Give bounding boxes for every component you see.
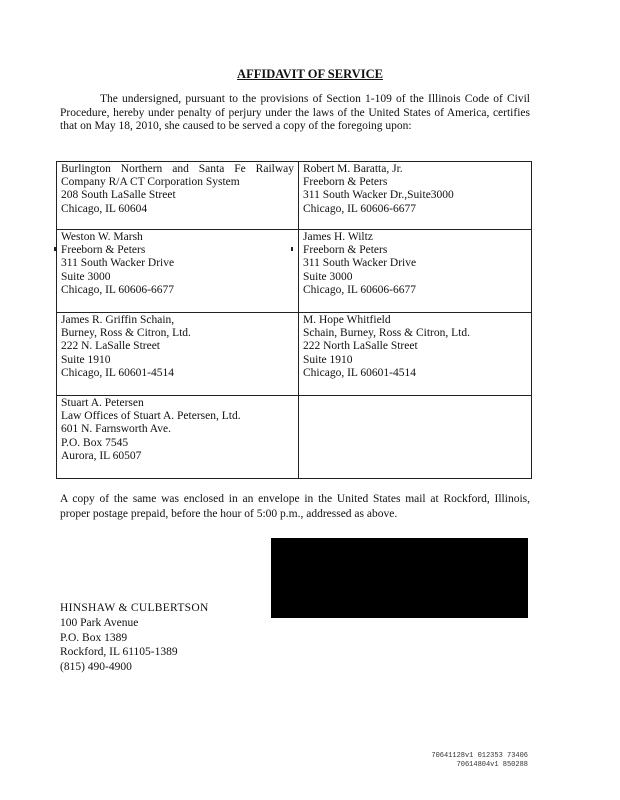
recipient-line: Schain, Burney, Ross & Citron, Ltd. [303, 327, 470, 340]
recipient-line: Chicago, IL 60606-6677 [61, 283, 174, 296]
recipient-line: Aurora, IL 60507 [61, 449, 142, 462]
recipient-cell [57, 313, 299, 396]
intro-paragraph: The undersigned, pursuant to the provisions of Section 1-109 of the Illinois Code of Civil Procedure, hereby under penalty of perjury under the laws of the United States of America, certifies that on May 18, 2010, she caused to be served a copy of the foregoing upon: [60, 93, 530, 132]
doc-id-line: 70614804v1 850288 [456, 761, 528, 769]
redacted-signature-block [271, 538, 528, 618]
recipient-line: Burlington Northern and Santa Fe Railway Company R/A CT Corporation System [61, 163, 294, 189]
service-list-table [56, 161, 532, 479]
scan-mark [54, 247, 56, 251]
recipient-cell [299, 313, 532, 396]
recipient-cell [299, 162, 532, 230]
recipient-cell [57, 162, 299, 230]
recipient-cell [299, 230, 532, 313]
recipient-line: 311 South Wacker Drive [303, 257, 417, 270]
firm-address-line: P.O. Box 1389 [60, 631, 128, 644]
recipient-line: Freeborn & Peters [61, 244, 146, 257]
recipient-line: Suite 1910 [303, 353, 353, 366]
recipient-cell [57, 396, 299, 479]
recipient-line: Suite 3000 [61, 270, 111, 283]
recipient-line: 601 N. Farnsworth Ave. [61, 423, 171, 436]
recipient-line: Freeborn & Peters [303, 176, 388, 189]
scan-mark [291, 247, 293, 251]
recipient-line: Chicago, IL 60606-6677 [303, 202, 416, 215]
recipient-line: Chicago, IL 60601-4514 [303, 366, 416, 379]
recipient-line: James R. Griffin Schain, [61, 314, 175, 326]
firm-signature-block [60, 601, 209, 675]
recipient-line: Burney, Ross & Citron, Ltd. [61, 327, 191, 340]
recipient-line: Suite 1910 [61, 353, 111, 366]
recipient-line: Weston W. Marsh [61, 231, 143, 243]
recipient-line: Chicago, IL 60601-4514 [61, 366, 174, 379]
recipient-line: Suite 3000 [303, 270, 353, 283]
firm-address-line: 100 Park Avenue [60, 616, 139, 629]
firm-name: HINSHAW & CULBERTSON [60, 602, 209, 614]
recipient-line: Freeborn & Peters [303, 244, 388, 257]
firm-phone: (815) 490-4900 [60, 661, 132, 674]
recipient-line: Stuart A. Petersen [61, 397, 144, 409]
mailing-statement: A copy of the same was enclosed in an envelope in the United States mail at Rockford, Illinois, proper postage prepaid, before the hour of 5:00 p.m., addressed as above. [60, 493, 530, 520]
recipient-line: Robert M. Baratta, Jr. [303, 163, 403, 175]
recipient-line: James H. Wiltz [303, 231, 373, 243]
recipient-line: 311 South Wacker Dr.,Suite3000 [303, 189, 454, 202]
recipient-line: 208 South LaSalle Street [61, 189, 176, 202]
firm-city: Rockford, IL 61105-1389 [60, 646, 178, 659]
empty-cell [299, 396, 532, 479]
recipient-line: Chicago, IL 60606-6677 [303, 283, 416, 296]
recipient-line: 311 South Wacker Drive [61, 257, 175, 270]
document-id-footer [431, 752, 528, 770]
document-title: AFFIDAVIT OF SERVICE [237, 67, 383, 81]
recipient-line: 222 North LaSalle Street [303, 340, 418, 353]
doc-id-line: 70641128v1 012353 73406 [431, 752, 528, 760]
recipient-cell [57, 230, 299, 313]
recipient-line: Chicago, IL 60604 [61, 202, 148, 215]
recipient-line: Law Offices of Stuart A. Petersen, Ltd. [61, 410, 241, 423]
recipient-line: M. Hope Whitfield [303, 314, 391, 326]
recipient-line: 222 N. LaSalle Street [61, 340, 161, 353]
recipient-line: P.O. Box 7545 [61, 436, 129, 449]
